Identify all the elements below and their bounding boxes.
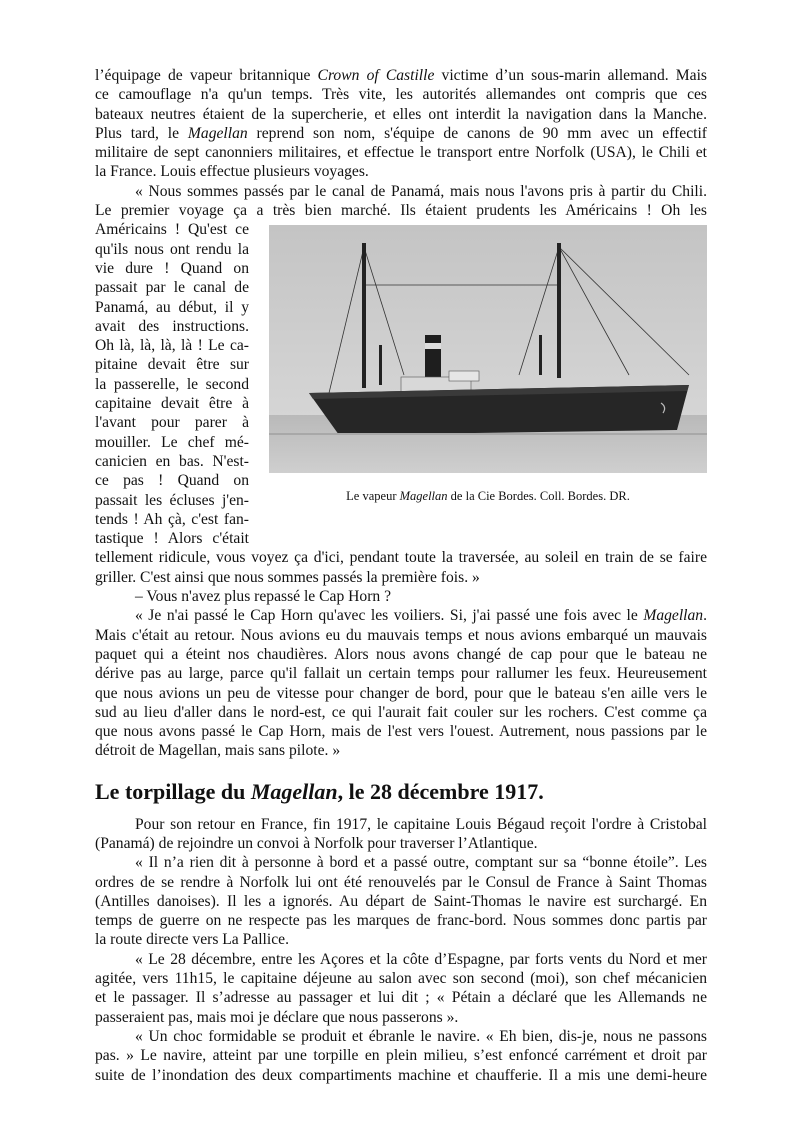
caption-text: Le vapeur [346,489,400,504]
paragraph-2-continued [95,548,707,587]
text-line: ordres de se rendre à Norfolk lui ont été renouvelés par le Consul de France à Saint Thomas [95,873,707,891]
section-heading [95,779,707,805]
text-line: temps de guerre on ne respecte pas les marques de franc-bord. Nous sommes donc partis par [95,912,707,930]
ship-name: Magellan [250,778,338,804]
text-line: pitaine devait être sur [95,356,249,374]
heading-text: Le torpillage du [95,778,251,804]
ship-photo [269,225,707,473]
text-line: ce camouflage n'a qu'un temps. Très vite, les autorités allemandes ont compris que ces [95,86,707,104]
text-line: « Nous sommes passés par le canal de Panamá, mais nous l'avons pris à partir du Chili. [135,182,707,200]
text-line: Mais c'était au retour. Nous avions eu du mauvais temps et nous avions embarqué un mauvais [95,626,707,644]
text-run: reprend son nom, s'équipe de canons de 90 mm avec un effectif [247,124,707,142]
text-line: passeraient pas, mais moi je déclare que nous passerons ». [95,1008,459,1026]
text-run: « Je n'ai passé le Cap Horn qu'avec les voiliers. Si, j'ai passé une fois avec le [135,607,644,625]
text-line: mouiller. Le chef mé- [95,433,249,451]
text-line: « Il n’a rien dit à personne à bord et a passé outre, comptant sur sa “bonne étoile”. Les [135,854,707,872]
text-line: passait par le canal de [95,279,249,297]
text-line: Pour son retour en France, fin 1917, le capitaine Louis Bégaud reçoit l'ordre à Cristobal [135,815,707,833]
paragraph-4 [95,606,707,760]
text-line: qu'ils nous ont rendu la [95,240,249,258]
steamship-illustration [269,225,707,473]
text-line: paquet qui a éteint nos chaudières. Alors nous avons changé de cap pour que le bateau ne [95,645,707,663]
text-run: . [703,607,707,625]
text-run: l’équipage de vapeur britannique [95,67,318,84]
text-line: dérive pas au large, parce qu'il fallait un certain temps pour rallumer les feux. Heureusement [95,665,707,683]
text-line: suite de l’inondation des deux compartiments machine et chaufferie. Il a mis une demi-heure [95,1066,707,1084]
text-line: avait des instructions. [95,317,249,335]
text-line: tellement ridicule, vous voyez ça d'ici, pendant toute la traversée, au soleil en train de se faire [95,549,707,567]
text-line: tastique ! Alors c'était [95,530,249,548]
ship-name: Magellan [187,124,248,142]
paragraph-6 [95,853,707,949]
text-run: victime d’un sous-marin allemand. Mais [434,67,707,84]
text-line: « Un choc formidable se produit et ébranle le navire. « Eh bien, dis-je, nous ne passons [135,1027,707,1045]
text-with-figure [95,220,707,548]
heading-text: , le 28 décembre 1917. [337,778,544,804]
text-line: pas. » Le navire, atteint par une torpille en plein milieu, s’est enfoncé carrément et droit par [95,1047,707,1065]
paragraph-8 [95,1027,707,1085]
text-line: vie dure ! Quand on [95,259,249,277]
text-line: bateaux neutres étaient de la supercherie, et elles ont interdit la navigation dans la Manche. [95,105,707,123]
text-line: que nous avions un peu de vitesse pour changer de bord, pour que le bateau s'en aille vers le [95,684,707,702]
paragraph-5 [95,815,707,854]
text-line: capitaine devait être à [95,395,249,413]
ship-name: Magellan [643,607,704,625]
text-line: militaire de sept canonniers militaires, et effectue le transport entre Norfolk (USA), le Chili et [95,144,707,162]
text-line: et le passager. Il s’adresse au passager et lui dit ; « Pétain a déclaré que les Allemands ne [95,989,707,1007]
text-line: Américains ! Qu'est ce [95,221,249,239]
ship-figure [269,225,707,548]
text-line: détroit de Magellan, mais sans pilote. » [95,742,341,760]
paragraph-1 [95,66,707,182]
figure-caption [269,488,707,504]
caption-text: de la Cie Bordes. Coll. Bordes. DR. [447,489,630,504]
wrapped-text-column [95,220,249,548]
text-line: agitée, vers 11h15, le capitaine déjeune au salon avec son second (moi), son chef mécanicien [95,970,707,988]
text-line: passait les écluses j'en- [95,491,249,509]
text-line: Panamá, au début, il y [95,298,249,316]
text-line: (Antilles danoises). Il les a ignorés. Au départ de Saint-Thomas le navire est surchargé. En [95,892,707,910]
text-line: Le premier voyage ça a très bien marché. Ils étaient prudents les Américains ! Oh les [95,202,707,220]
document-page [95,66,707,1085]
ship-name: Magellan [399,489,448,504]
text-line: canicien en bas. N'est- [95,452,249,470]
ship-name: Crown of Castille [317,67,435,84]
text-line: la passerelle, le second [95,375,249,393]
paragraph-2 [95,182,707,221]
text-line: la route directe vers La Pallice. [95,931,289,949]
text-line: griller. C'est ainsi que nous sommes passés la première fois. » [95,568,480,586]
text-line: l'avant pour parer à [95,414,249,432]
text-line: que nous avons passé le Cap Horn, mais de l'est vers l'ouest. Autrement, nous passions par le [95,723,707,741]
text-line: tends ! Ah çà, c'est fan- [95,510,249,528]
text-line: ce pas ! Quand on [95,472,249,490]
text-line: la France. Louis effectue plusieurs voyages. [95,163,369,181]
text-line: (Panamá) de rejoindre un convoi à Norfolk pour traverser l’Atlantique. [95,834,538,852]
paragraph-3: – Vous n'avez plus repassé le Cap Horn ? [135,588,392,606]
text-line: sud au lieu d'aller dans le nord-est, ce qui l'aurait fait couler sur les rochers. C'est comme ça [95,703,707,721]
text-line: « Le 28 décembre, entre les Açores et la côte d’Espagne, par forts vents du Nord et mer [135,950,707,968]
text-line: Oh là, là, là, là ! Le ca- [95,337,249,355]
text-run: Plus tard, le [95,124,188,142]
paragraph-7 [95,950,707,1027]
